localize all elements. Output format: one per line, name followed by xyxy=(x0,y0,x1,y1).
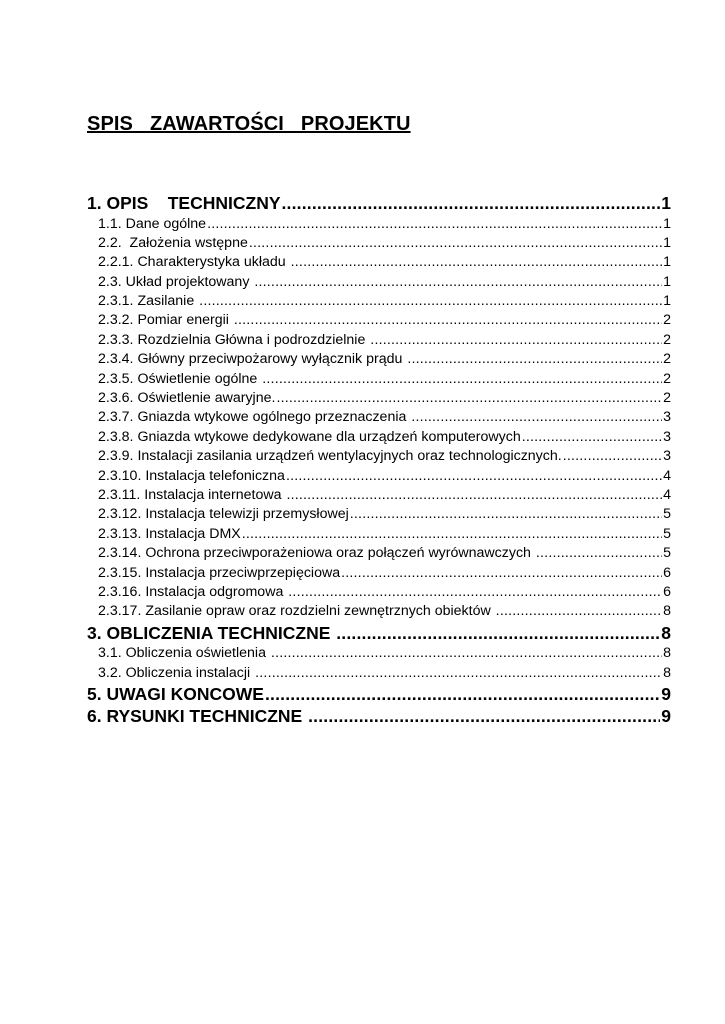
document-title: SPIS ZAWARTOŚCI PROJEKTU xyxy=(87,113,411,135)
toc-entry[interactable] xyxy=(87,273,671,292)
toc-entry[interactable] xyxy=(87,486,671,505)
toc-entry-page-number: 6 xyxy=(663,583,671,600)
table-of-contents xyxy=(87,192,671,728)
toc-entry-page-number: 4 xyxy=(663,486,671,503)
toc-entry[interactable] xyxy=(87,602,671,621)
toc-entry[interactable] xyxy=(87,215,671,234)
toc-entry-label: 2.3.5. Oświetlenie ogólne xyxy=(98,370,262,387)
toc-entry-page-number: 8 xyxy=(661,622,671,643)
toc-dot-leader xyxy=(262,370,662,389)
toc-entry[interactable] xyxy=(87,683,671,706)
toc-entry-label: 3.2. Obliczenia instalacji xyxy=(98,664,255,681)
toc-entry-label: 2.3.1. Zasilanie xyxy=(98,293,199,310)
toc-dot-leader xyxy=(496,602,662,621)
toc-entry-page-number: 8 xyxy=(663,603,671,620)
toc-entry-page-number: 3 xyxy=(663,409,671,426)
toc-entry[interactable] xyxy=(87,192,671,215)
toc-entry-label: 2.3.2. Pomiar energii xyxy=(98,312,233,329)
toc-entry-label: 2.3.8. Gniazda wtykowe dedykowane dla urządzeń komputerowych xyxy=(98,428,521,445)
toc-dot-leader xyxy=(288,583,662,602)
toc-entry-page-number: 2 xyxy=(663,351,671,368)
toc-dot-leader xyxy=(276,389,662,408)
toc-entry[interactable] xyxy=(87,389,671,408)
toc-entry-page-number: 8 xyxy=(663,645,671,662)
toc-entry[interactable] xyxy=(87,622,671,645)
toc-dot-leader xyxy=(563,447,662,466)
toc-entry-page-number: 1 xyxy=(663,215,671,232)
toc-entry-label: 2.3.7. Gniazda wtykowe ogólnego przeznaczenia xyxy=(98,409,411,426)
toc-entry[interactable] xyxy=(87,664,671,683)
toc-dot-leader xyxy=(341,564,662,583)
toc-dot-leader xyxy=(536,544,662,563)
toc-entry[interactable] xyxy=(87,311,671,330)
toc-entry-label: 2.2. Założenia wstępne xyxy=(98,234,248,251)
toc-entry-page-number: 9 xyxy=(661,683,671,704)
toc-entry[interactable] xyxy=(87,467,671,486)
toc-dot-leader xyxy=(265,683,660,706)
toc-entry[interactable] xyxy=(87,292,671,311)
toc-dot-leader xyxy=(291,253,662,272)
toc-entry-page-number: 3 xyxy=(663,448,671,465)
toc-dot-leader xyxy=(242,525,662,544)
toc-entry-page-number: 5 xyxy=(663,506,671,523)
toc-entry-label: 2.3.13. Instalacja DMX xyxy=(98,525,241,542)
toc-dot-leader xyxy=(407,350,662,369)
toc-dot-leader xyxy=(522,428,662,447)
toc-entry-page-number: 5 xyxy=(663,525,671,542)
toc-entry[interactable] xyxy=(87,253,671,272)
toc-dot-leader xyxy=(370,331,662,350)
toc-dot-leader xyxy=(271,644,662,663)
toc-entry-page-number: 4 xyxy=(663,467,671,484)
toc-entry-label: 2.3.12. Instalacja telewizji przemysłowej xyxy=(98,506,349,523)
toc-dot-leader xyxy=(286,486,662,505)
toc-entry[interactable] xyxy=(87,331,671,350)
toc-entry-page-number: 2 xyxy=(663,312,671,329)
toc-entry-label: 2.3.15. Instalacja przeciwprzepięciowa xyxy=(98,564,341,581)
toc-entry[interactable] xyxy=(87,564,671,583)
toc-entry-label: 2.3.10. Instalacja telefoniczna xyxy=(98,467,285,484)
toc-dot-leader xyxy=(282,192,661,215)
toc-entry-page-number: 1 xyxy=(663,254,671,271)
toc-entry-page-number: 2 xyxy=(663,390,671,407)
toc-entry-label: 2.3.14. Ochrona przeciwporażeniowa oraz połączeń wyrównawczych xyxy=(98,545,535,562)
toc-entry-label: 5. UWAGI KONCOWE xyxy=(87,683,264,704)
toc-entry-label: 1. OPIS TECHNICZNY xyxy=(87,193,281,213)
toc-dot-leader xyxy=(308,705,660,728)
toc-entry-page-number: 6 xyxy=(663,564,671,581)
toc-entry-label: 2.3.11. Instalacja internetowa xyxy=(98,486,286,503)
toc-entry-label: 6. RYSUNKI TECHNICZNE xyxy=(87,706,308,727)
toc-dot-leader xyxy=(207,215,662,234)
toc-entry-page-number: 3 xyxy=(663,428,671,445)
toc-entry-label: 3.1. Obliczenia oświetlenia xyxy=(98,645,270,662)
toc-entry[interactable] xyxy=(87,544,671,563)
toc-entry-label: 2.3.4. Główny przeciwpożarowy wyłącznik prądu xyxy=(98,351,407,368)
toc-dot-leader xyxy=(255,664,662,683)
toc-entry-page-number: 5 xyxy=(663,545,671,562)
toc-dot-leader xyxy=(249,234,662,253)
toc-entry-label: 2.3.16. Instalacja odgromowa xyxy=(98,583,288,600)
toc-entry-page-number: 2 xyxy=(663,370,671,387)
toc-entry[interactable] xyxy=(87,428,671,447)
toc-dot-leader xyxy=(286,467,662,486)
toc-entry[interactable] xyxy=(87,644,671,663)
toc-dot-leader xyxy=(411,408,662,427)
toc-entry-label: 1.1. Dane ogólne xyxy=(98,215,207,232)
toc-entry[interactable] xyxy=(87,505,671,524)
toc-entry-label: 2.2.1. Charakterystyka układu xyxy=(98,254,290,271)
toc-entry[interactable] xyxy=(87,370,671,389)
toc-entry[interactable] xyxy=(87,525,671,544)
toc-entry-label: 3. OBLICZENIA TECHNICZNE xyxy=(87,622,336,643)
toc-entry-label: 2.3.17. Zasilanie opraw oraz rozdzielni zewnętrznych obiektów xyxy=(98,603,495,620)
toc-entry[interactable] xyxy=(87,350,671,369)
toc-entry-page-number: 2 xyxy=(663,331,671,348)
toc-dot-leader xyxy=(234,311,662,330)
toc-dot-leader xyxy=(254,273,662,292)
toc-dot-leader xyxy=(336,622,660,645)
toc-entry-page-number: 1 xyxy=(663,293,671,310)
toc-entry-page-number: 9 xyxy=(661,706,671,727)
toc-entry[interactable] xyxy=(87,447,671,466)
toc-entry-page-number: 1 xyxy=(663,234,671,251)
toc-entry[interactable] xyxy=(87,234,671,253)
toc-entry-label: 2.3.3. Rozdzielnia Główna i podrozdzielnie xyxy=(98,331,370,348)
toc-entry[interactable] xyxy=(87,583,671,602)
toc-entry-page-number: 8 xyxy=(663,664,671,681)
toc-entry-label: 2.3.9. Instalacji zasilania urządzeń wentylacyjnych oraz technologicznych. xyxy=(98,448,562,465)
toc-entry[interactable] xyxy=(87,408,671,427)
toc-entry-page-number: 1 xyxy=(663,273,671,290)
toc-entry-label: 2.3. Układ projektowany xyxy=(98,273,254,290)
toc-entry-label: 2.3.6. Oświetlenie awaryjne. xyxy=(98,390,276,407)
toc-entry[interactable] xyxy=(87,705,671,728)
toc-dot-leader xyxy=(199,292,662,311)
toc-entry-page-number: 1 xyxy=(661,193,671,213)
toc-dot-leader xyxy=(350,505,662,524)
